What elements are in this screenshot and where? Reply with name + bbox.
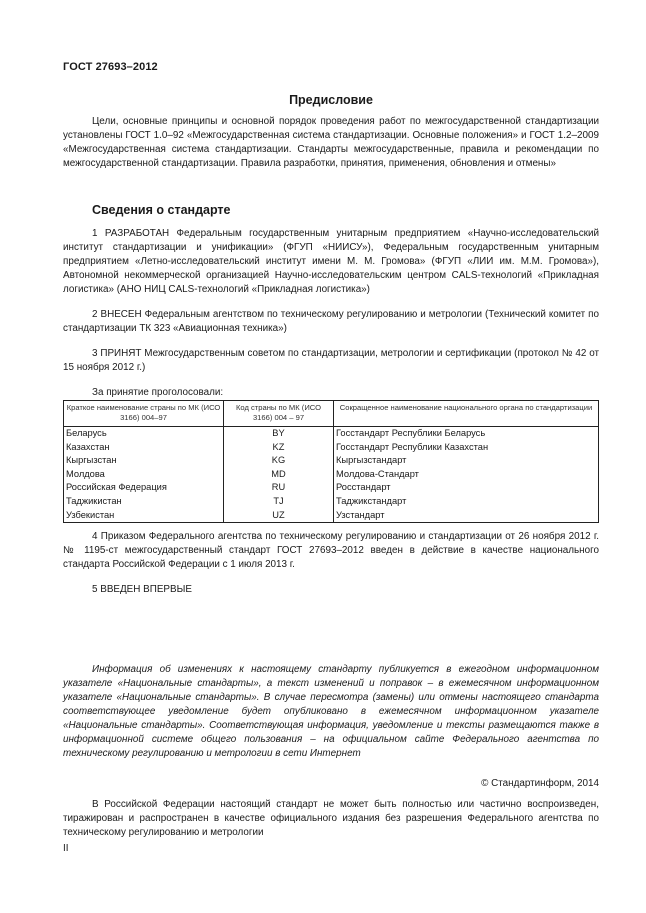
column-header-code: Код страны по МК (ИСО 3166) 004 – 97 <box>224 401 334 427</box>
table-row <box>64 441 599 455</box>
table-row <box>64 454 599 468</box>
code-cell: KZ <box>224 441 334 455</box>
page-number: II <box>63 843 69 854</box>
column-header-body: Сокращенное наименование национального органа по стандартизации <box>334 401 599 427</box>
info-item-4: 4 Приказом Федерального агентства по техническому регулированию и стандартизации от 26 ноября 2012 г. № 1195-ст межгосударственный стандарт ГОСТ 27693–2012 введен в действие в качестве национального стандарта Российской Федерации с 1 июля 2013 г. <box>63 531 599 570</box>
country-cell: Узбекистан <box>64 509 224 523</box>
body-cell: Молдова-Стандарт <box>334 468 599 482</box>
table-row <box>64 468 599 482</box>
body-cell: Госстандарт Республики Казахстан <box>334 441 599 455</box>
voted-label: За принятие проголосовали: <box>92 387 224 398</box>
info-item-3: 3 ПРИНЯТ Межгосударственным советом по стандартизации, метрологии и сертификации (протокол № 42 от 15 ноября 2012 г.) <box>63 348 599 373</box>
info-item-5: 5 ВВЕДЕН ВПЕРВЫЕ <box>92 584 192 595</box>
table-row <box>64 481 599 495</box>
voting-table <box>63 400 599 523</box>
table-row <box>64 495 599 509</box>
body-cell: Кыргызстандарт <box>334 454 599 468</box>
code-cell: UZ <box>224 509 334 523</box>
body-cell: Госстандарт Республики Беларусь <box>334 427 599 441</box>
country-cell: Молдова <box>64 468 224 482</box>
foreword-title: Предисловие <box>289 93 373 107</box>
body-cell: Узстандарт <box>334 509 599 523</box>
country-cell: Казахстан <box>64 441 224 455</box>
code-cell: MD <box>224 468 334 482</box>
code-cell: KG <box>224 454 334 468</box>
copyright-line: © Стандартинформ, 2014 <box>481 778 599 789</box>
table-header-row <box>64 401 599 427</box>
info-item-2: 2 ВНЕСЕН Федеральным агентством по техническому регулированию и метрологии (Технический комитет по стандартизации ТК 323 «Авиационная техника») <box>63 309 599 334</box>
body-cell: Росстандарт <box>334 481 599 495</box>
change-notice: Информация об изменениях к настоящему стандарту публикуется в ежегодном информационном указателе «Национальные стандарты», а текст изменений и поправок – в ежемесячном информационном указателе «Национальные стандарты». В случае пересмотра (замены) или отмены настоящего стандарта соответствующее уведомление будет опубликовано в ежемесячном информационном указателе «Национальные стандарты». Соответствующая информация, уведомление и тексты размещаются также в информационной системе общего пользования – на официальном сайте Федерального агентства по техническому регулированию и метрологии в сети Интернет <box>63 664 599 759</box>
country-cell: Таджикистан <box>64 495 224 509</box>
country-cell: Российская Федерация <box>64 481 224 495</box>
foreword-text: Цели, основные принципы и основной порядок проведения работ по межгосударственной стандартизации установлены ГОСТ 1.0–92 «Межгосударственная система стандартизации. Основные положения» и ГОСТ 1.2–2009 «Межгосударственная система стандартизации. Стандарты межгосударственные, правила и рекомендации по межгосударственной стандартизации. Правила разработки, принятия, применения, обновления и отмены» <box>63 116 599 169</box>
column-header-country: Краткое наименование страны по МК (ИСО 3166) 004–97 <box>64 401 224 427</box>
info-title: Сведения о стандарте <box>92 203 231 217</box>
legal-notice: В Российской Федерации настоящий стандарт не может быть полностью или частично воспроизведен, тиражирован и распространен в качестве официального издания без разрешения Федерального агентства по техническому регулированию и метрологии <box>63 799 599 838</box>
country-cell: Кыргызстан <box>64 454 224 468</box>
country-cell: Беларусь <box>64 427 224 441</box>
table-row <box>64 427 599 441</box>
body-cell: Таджикстандарт <box>334 495 599 509</box>
code-cell: BY <box>224 427 334 441</box>
code-cell: TJ <box>224 495 334 509</box>
document-code: ГОСТ 27693–2012 <box>63 61 158 73</box>
table-row <box>64 509 599 523</box>
code-cell: RU <box>224 481 334 495</box>
info-item-1: 1 РАЗРАБОТАН Федеральным государственным унитарным предприятием «Научно-исследовательский институт стандартизации и унификации» (ФГУП «НИИСУ»), Федеральным государственным унитарным предприятием «Летно-исследовательский институт имени М. М. Громова» (ФГУП «ЛИИ им. М.М. Громова»), Автономной некоммерческой организацией Научно-исследовательским центром CALS-технологий «Прикладная логистика» (АНО НИЦ CALS-технологий «Прикладная логистика») <box>63 228 599 295</box>
